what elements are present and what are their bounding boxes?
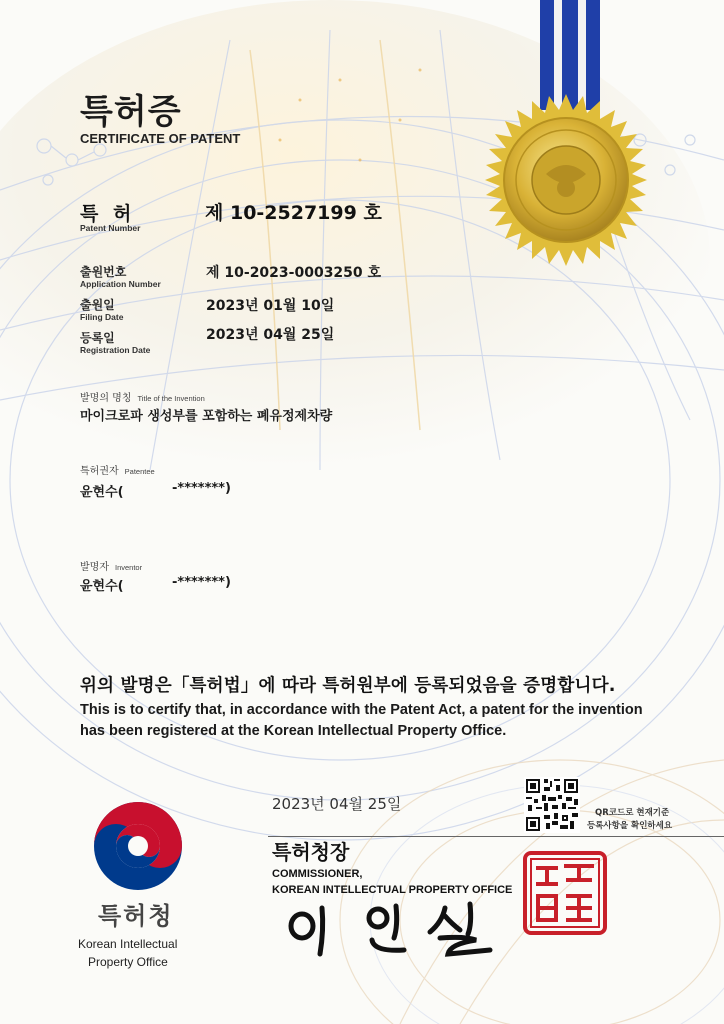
kipo-logo xyxy=(92,800,184,892)
inventor-label xyxy=(80,558,142,573)
registration-date-label-en: Registration Date xyxy=(80,345,151,355)
application-number-label-en: Application Number xyxy=(80,279,161,289)
official-red-seal xyxy=(522,850,608,936)
gold-seal-medal xyxy=(478,92,654,268)
qr-instruction-1: QR코드로 현재기준 xyxy=(595,808,670,818)
patent-number-value: 제 10-2527199 호 xyxy=(205,202,382,224)
certification-statement-en: This is to certify that, in accordance with the Patent Act, a patent for the invention has been registered at the Korean Intellectual Property Office. xyxy=(80,702,643,739)
patentee-label-en: Patentee xyxy=(124,467,155,476)
commissioner-title-en-1: COMMISSIONER, xyxy=(272,868,363,880)
commissioner-title-ko: 특허청장 xyxy=(272,840,350,864)
qr-instruction-2: 등록사항을 확인하세요 xyxy=(587,821,673,831)
inventor-label-en: Inventor xyxy=(114,563,143,572)
patentee-id: -*******) xyxy=(172,481,231,496)
office-name-en-2: Property Office xyxy=(88,955,168,969)
invention-label-en: Title of the Invention xyxy=(137,394,205,403)
certificate-title-ko: 특허증 xyxy=(80,92,182,132)
invention-label-ko: 발명의 명칭 xyxy=(80,393,132,404)
office-name-en-1: Korean Intellectual xyxy=(78,937,178,951)
application-number-value: 제 10-2023-0003250 호 xyxy=(206,265,382,281)
issue-date: 2023년 04월 25일 xyxy=(272,795,402,813)
certification-statement-ko: 위의 발명은「특허법」에 따라 특허원부에 등록되었음을 증명합니다. xyxy=(80,676,616,696)
patentee-label xyxy=(80,462,155,477)
filing-date-label-ko: 출원일 xyxy=(80,298,115,312)
inventor-name: 윤현수( xyxy=(80,579,124,594)
invention-label xyxy=(80,389,205,404)
application-number-label-ko: 출원번호 xyxy=(80,265,127,279)
registration-date-label-ko: 등록일 xyxy=(80,331,115,345)
office-name-ko: 특허청 xyxy=(98,902,174,930)
registration-date-value: 2023년 04월 25일 xyxy=(206,327,335,343)
commissioner-signature xyxy=(280,900,510,962)
inventor-id: -*******) xyxy=(172,575,231,590)
patentee-label-ko: 특허권자 xyxy=(80,466,119,477)
verification-qr-code[interactable] xyxy=(524,777,580,833)
patent-number-label-ko: 특 허 xyxy=(80,203,136,225)
commissioner-title-en-2: KOREAN INTELLECTUAL PROPERTY OFFICE xyxy=(272,884,513,896)
filing-date-label-en: Filing Date xyxy=(80,312,124,322)
patentee-name: 윤현수( xyxy=(80,485,124,500)
inventor-label-ko: 발명자 xyxy=(80,562,109,573)
certificate-title-en: CERTIFICATE OF PATENT xyxy=(80,131,241,146)
patent-number-label-en: Patent Number xyxy=(80,223,141,233)
invention-title: 마이크로파 생성부를 포함하는 폐유정제차량 xyxy=(80,409,333,424)
filing-date-value: 2023년 01월 10일 xyxy=(206,298,335,314)
